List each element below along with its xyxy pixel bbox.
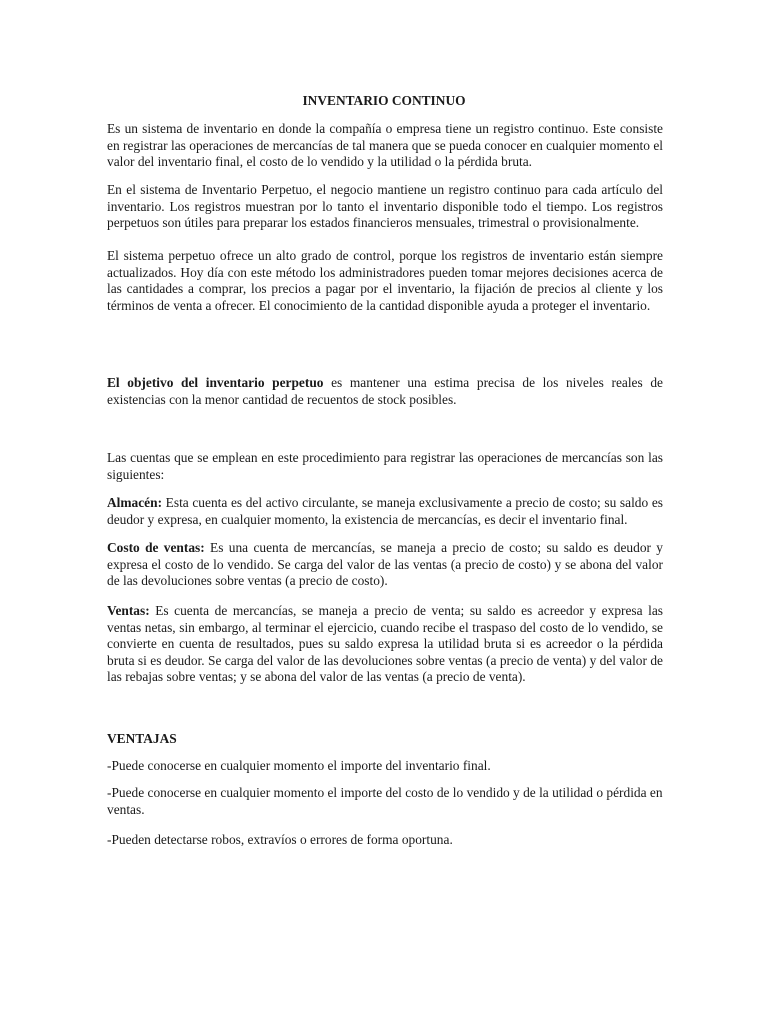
ventas-label: Ventas: [107, 603, 150, 618]
ventaja-item: -Pueden detectarse robos, extravíos o errores de forma oportuna. [107, 832, 453, 847]
paragraph-accounts-intro: Las cuentas que se emplean en este procedimiento para registrar las operaciones de mercancías son las siguientes: [107, 450, 663, 482]
paragraph-objective [107, 375, 663, 408]
paragraph-almacen [107, 495, 663, 528]
almacen-text: Esta cuenta es del activo circulante, se maneja exclusivamente a precio de costo; su saldo es deudor y expresa, en cualquier momento, la existencia de mercancías, es decir el inventario final. [107, 495, 663, 527]
paragraph-ventas [107, 603, 663, 686]
ventaja-item: -Puede conocerse en cualquier momento el importe del inventario final. [107, 758, 491, 773]
paragraph-perpetual-system: En el sistema de Inventario Perpetuo, el negocio mantiene un registro continuo para cada artículo del inventario. Los registros muestran por lo tanto el inventario disponible todo el tiempo. Los registros perpetuos son útiles para preparar los estados financieros mensuales, trimestral o provisionalmente. [107, 182, 663, 231]
ventaja-item: -Puede conocerse en cualquier momento el importe del costo de lo vendido y de la utilidad o pérdida en ventas. [107, 785, 663, 817]
document-title: INVENTARIO CONTINUO [302, 93, 466, 108]
paragraph-control: El sistema perpetuo ofrece un alto grado de control, porque los registros de inventario están siempre actualizados. Hoy día con este método los administradores pueden tomar mejores decisiones acerca de las cantidades a comprar, los precios a pagar por el inventario, la fijación de precios al cliente y los términos de venta a ofrecer. El conocimiento de la cantidad disponible ayuda a proteger el inventario. [107, 248, 663, 313]
almacen-label: Almacén: [107, 495, 163, 510]
costo-ventas-text: Es una cuenta de mercancías, se maneja a precio de costo; su saldo es deudor y expresa el costo de lo vendido. Se carga del valor de las ventas (a precio de costo) y se abona del valor de las devoluciones sobre ventas (a precio de costo). [107, 540, 664, 589]
ventajas-heading: VENTAJAS [107, 731, 177, 746]
objective-label: El objetivo del inventario perpetuo [107, 375, 324, 390]
costo-ventas-label: Costo de ventas: [107, 540, 205, 555]
paragraph-costo-ventas [107, 540, 663, 590]
objective-text: es mantener una estima precisa de los niveles reales de existencias con la menor cantidad de recuentos de stock posibles. [107, 375, 663, 407]
ventas-text: Es cuenta de mercancías, se maneja a precio de venta; su saldo es acreedor y expresa las ventas netas, sin embargo, al terminar el ejercicio, cuando recibe el traspaso del costo de lo vendido, se convierte en cuenta de resultados, pues su saldo expresa la utilidad bruta si es acreedor o la pérdida bruta si es deudor. Se carga del valor de las devoluciones sobre ventas (a precio de venta) y del valor de las rebajas sobre ventas; y se abona del valor de las ventas (a precio de venta). [107, 603, 663, 685]
paragraph-definition: Es un sistema de inventario en donde la compañía o empresa tiene un registro continuo. Este consiste en registrar las operaciones de mercancías de tal manera que se pueda conocer en cualquier momento el valor del inventario final, el costo de lo vendido y la utilidad o la pérdida bruta. [107, 121, 663, 170]
